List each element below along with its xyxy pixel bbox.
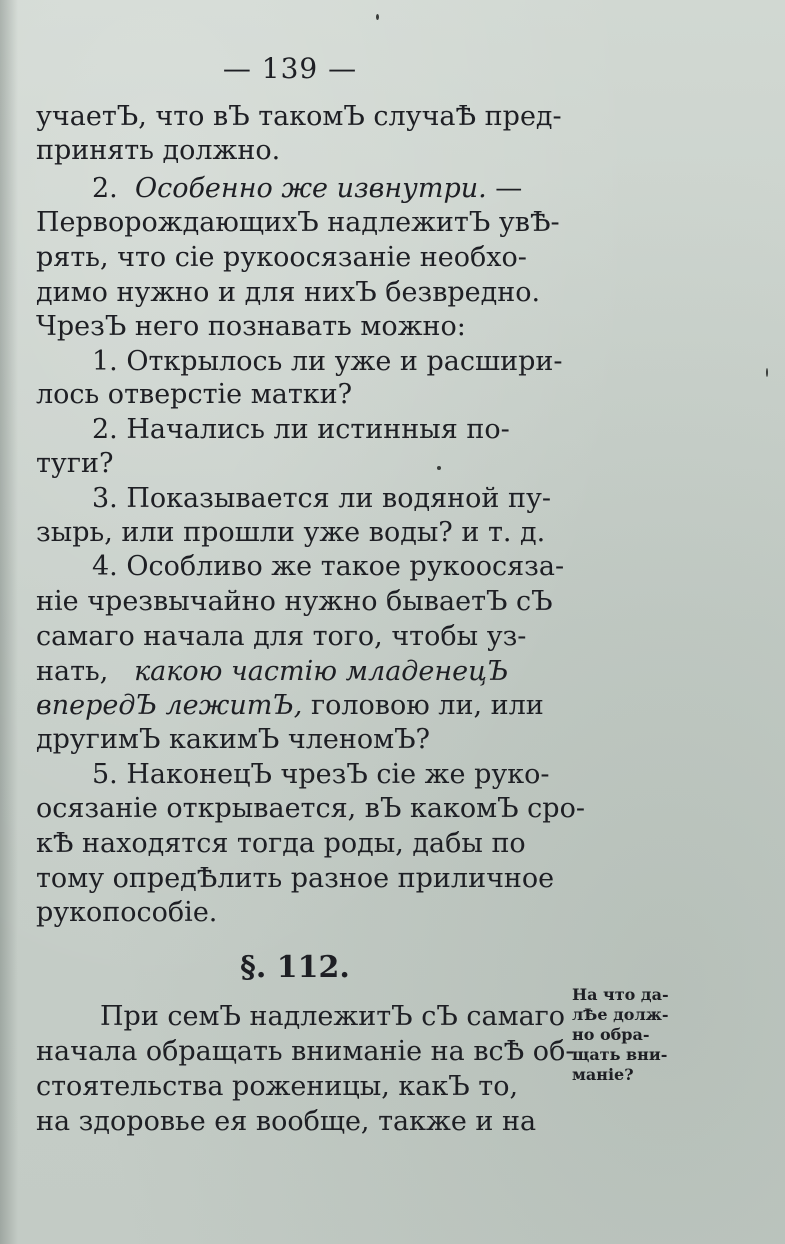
italic-heading: Особенно же извнутри.: [134, 173, 487, 204]
margin-note-line: На что да-: [572, 985, 669, 1004]
item-number: 2.: [92, 173, 118, 204]
text-line: кѢ находятся тогда роды, дабы по: [36, 828, 526, 859]
text-line: самаго начала для того, чтобы уз-: [36, 621, 527, 652]
text-line: ЧрезЪ него познавать можно:: [36, 311, 466, 342]
list-item: 1. Открылось ли уже и расшири-: [92, 346, 563, 377]
margin-note-line: щать вни-: [572, 1045, 668, 1064]
paper-speck: [766, 368, 768, 377]
margin-note-line: маніе?: [572, 1065, 634, 1084]
margin-note-line: но обра-: [572, 1025, 650, 1044]
text-line: рукопособіе.: [36, 897, 218, 928]
section-heading: §. 112.: [240, 950, 350, 985]
text-line: начала обращать вниманіе на всѢ об-: [36, 1036, 575, 1067]
text-line: осязаніе открывается, вЪ какомЪ сро-: [36, 793, 585, 824]
text-span: головою ли, или: [302, 690, 544, 721]
text-line: принять должно.: [36, 135, 281, 166]
dash: —: [486, 173, 523, 204]
text-line: рять, что сіе рукоосязаніе необхо-: [36, 242, 527, 273]
text-line: стоятельства роженицы, какЪ то,: [36, 1071, 519, 1102]
text-line: лось отверстіе матки?: [36, 379, 353, 410]
text-line: на здоровье ея вообще, также и на: [36, 1106, 537, 1137]
text-line: [36, 689, 544, 723]
text-line: димо нужно и для нихЪ безвредно.: [36, 277, 541, 308]
list-item: 3. Показывается ли водяной пу-: [92, 483, 551, 514]
margin-note-line: лѢе долж-: [572, 1005, 669, 1024]
page-number: — 139 —: [222, 52, 358, 85]
text-line: [36, 655, 508, 689]
italic-phrase: какою частію младенецЪ: [134, 656, 509, 687]
text-span: нать,: [36, 656, 109, 687]
text-line: туги?: [36, 448, 114, 479]
margin-note: [572, 985, 712, 1085]
text-line: учаетЪ, что вЪ такомЪ случаѢ пред-: [36, 101, 562, 132]
text-line: ніе чрезвычайно нужно бываетЪ сЪ: [36, 586, 553, 617]
paper-speck: [437, 466, 441, 470]
italic-phrase: впередЪ лежитЪ,: [36, 690, 303, 721]
text-line: другимЪ какимЪ членомЪ?: [36, 724, 431, 755]
text-line: ПерворождающихЪ надлежитЪ увѢ-: [36, 207, 560, 238]
list-item: 2. Начались ли истинныя по-: [92, 414, 510, 445]
text-line: [92, 172, 522, 206]
list-item: 5. НаконецЪ чрезЪ сіе же руко-: [92, 759, 550, 790]
text-line: тому опредѢлить разное приличное: [36, 863, 555, 894]
page-fold-shadow: [0, 0, 18, 1244]
list-item: 4. Особливо же такое рукоосяза-: [92, 551, 565, 582]
text-line: При семЪ надлежитЪ сЪ самаго: [100, 1001, 566, 1032]
paper-speck: [376, 14, 379, 20]
text-line: зырь, или прошли уже воды? и т. д.: [36, 517, 546, 548]
